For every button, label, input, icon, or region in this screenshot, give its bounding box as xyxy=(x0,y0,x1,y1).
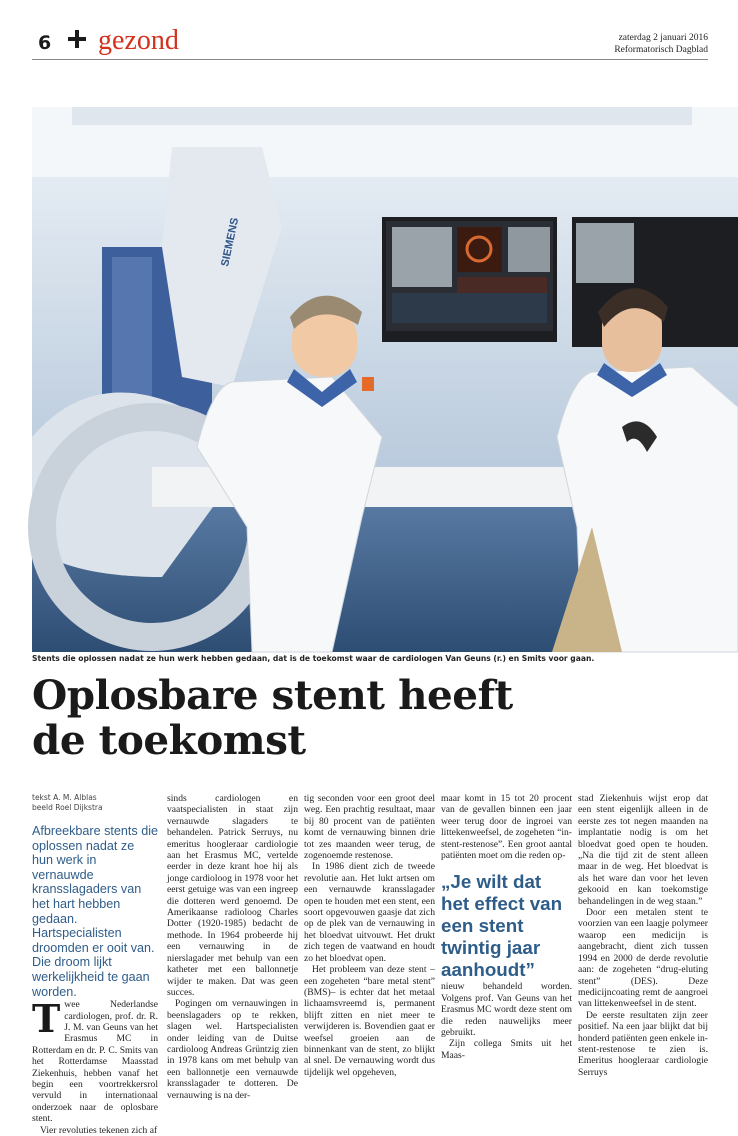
body-paragraph: sinds cardiologen en vaatspecialisten in staat zijn vernauwde slagaders te behandelen. Patrick Serruys, nu emeritus hoogleraar cardiologie aan het Erasmus MC, vertelde eerder in deze krant hoe hij als jonge cardioloog in 1978 voor het eerst getuige was van een ingreep die dotteren werd genoemd. De Amerikaanse radioloog Charles Dotter (1920-1985) bedacht de methode. In 1964 probeerde hij een vernauwing in de nierslagader met behulp van een katheter met een ballonnetje wijder te maken. Dat was geen succes. xyxy=(167,793,298,998)
photo-credit: beeld Roel Dijkstra xyxy=(32,802,103,812)
byline xyxy=(32,793,158,812)
body-paragraph: De eerste resultaten zijn zeer positief. Na een jaar blijkt dat bij honderd patiënten geen enkele in-stent-restenose te zien is. Emeritus hoogleraar cardiologie Serruys xyxy=(578,1009,708,1078)
publication-name: Reformatorisch Dagblad xyxy=(614,45,708,55)
body-paragraph xyxy=(32,996,158,1125)
article-column-1 xyxy=(32,793,158,1136)
body-paragraph: Het probleem van deze stent –een zogeheten “bare metal stent” (BMS)– is echter dat het metaal lichaamsvreemd is, permanent blijft zitten en niet meer te verwijderen is. Bovendien gaat er weefsel groeien aan de binnenkant van de stent, zo blijkt al snel. De vernauwing wordt dus tijdelijk wel opgeheven, xyxy=(304,964,435,1078)
body-text: wee Nederlandse cardiologen, prof. dr. R. J. M. van Geuns van het Erasmus MC in Rotterdam en dr. P. C. Smits van het Rotterdamse Maasstad Ziekenhuis, hebben vanaf het begin een voortrekkersrol vervuld in internationaal onderzoek naar de oplosbare stent. xyxy=(32,999,158,1125)
masthead-info xyxy=(614,32,708,56)
photo-caption: Stents die oplossen nadat ze hun werk hebben gedaan, dat is de toekomst waar de cardiologen Van Geuns (r.) en Smits voor gaan. xyxy=(32,654,595,663)
article-headline xyxy=(32,673,712,763)
body-paragraph: Door een metalen stent te voorzien van een laagje polymeer waarop een medicijn is aangebracht, dient zich tussen 1994 en 2000 de derde revolutie aan: de zogeheten “drug-eluting stent” (DES). Deze medicijncoating remt de aangroei van littekenweefsel in de stent. xyxy=(578,907,708,1010)
cath-lab-photo xyxy=(32,107,738,652)
section-title: gezond xyxy=(98,25,179,56)
svg-text:SIEMENS: SIEMENS xyxy=(219,216,242,268)
page-header xyxy=(32,25,708,60)
article-intro: Afbreekbare stents die oplossen nadat ze hun werk in vernauwde kransslagaders van het hart hebben gedaan. Hartspecialisten droomden er ooit van. Die droom lijkt werkelijkheid te gaan worden. xyxy=(32,824,159,999)
pull-quote: „Je wilt dat het effect van een stent twintig jaar aanhoudt” xyxy=(441,871,563,981)
text-credit: tekst A. M. Alblas xyxy=(32,793,97,802)
body-paragraph: stad Ziekenhuis wijst erop dat een stent eigenlijk alleen in de eerste zes tot negen maanden na implantatie nodig is om het bloedvat goed open te houden. „Na die tijd zit de stent alleen maar in de weg. Het bloedvat is als het ware dan voor het leven gekooid en kan toekomstige behandelingen in de weg staan.” xyxy=(578,793,708,907)
body-paragraph: nieuw behandeld worden. Volgens prof. Van Geuns van het Erasmus MC wordt deze stent om die reden nauwelijks meer gebruikt. xyxy=(441,981,572,1039)
page-number: 6 xyxy=(38,32,52,54)
body-paragraph: Zijn collega Smits uit het Maas- xyxy=(441,1038,572,1061)
body-paragraph: Vier revoluties tekenen zich af xyxy=(40,1124,158,1136)
article-column-5 xyxy=(578,793,708,1078)
article-column-2 xyxy=(167,793,298,1101)
body-paragraph: tig seconden voor een groot deel weg. Een prachtig resultaat, maar bij 80 procent van de patiënten komt de vernauwing binnen drie tot zes maanden weer terug, de zogenoemde restenose. xyxy=(304,793,435,862)
article-column-4 xyxy=(441,793,572,1061)
article-photo xyxy=(32,107,738,652)
article-column-3 xyxy=(304,793,435,1078)
body-paragraph: maar komt in 15 tot 20 procent van de gevallen binnen een jaar weer terug door de ingroei van littekenweefsel, de zogeheten “in-stent-restenose”. Een groot aantal patiënten moet om die reden op- xyxy=(441,793,572,862)
body-paragraph: Pogingen om vernauwingen in beenslagaders op te rekken, slagen wel. Hartspecialisten onder leiding van de Duitse cardioloog Andreas Grüntzig zien in 1978 kans om met behulp van een ballonnetje een vernauwde kransslagader te dotteren. De vernauwing is na der- xyxy=(167,998,298,1101)
headline-line-2: de toekomst xyxy=(32,716,306,764)
drop-cap: T xyxy=(32,996,61,1042)
body-paragraph: In 1986 dient zich de tweede revolutie aan. Het lukt artsen om een vernauwde kransslagader open te houden met een stent, een soort opgevouwen gaasje dat zich op de plek van de vernauwing in het bloedvat uitvouwt. Het drukt zich tegen de vaatwand en houdt zo het bloedvat open. xyxy=(304,861,435,964)
issue-date: zaterdag 2 januari 2016 xyxy=(618,33,708,43)
plus-icon xyxy=(68,30,86,48)
headline-line-1: Oplosbare stent heeft xyxy=(32,671,513,719)
